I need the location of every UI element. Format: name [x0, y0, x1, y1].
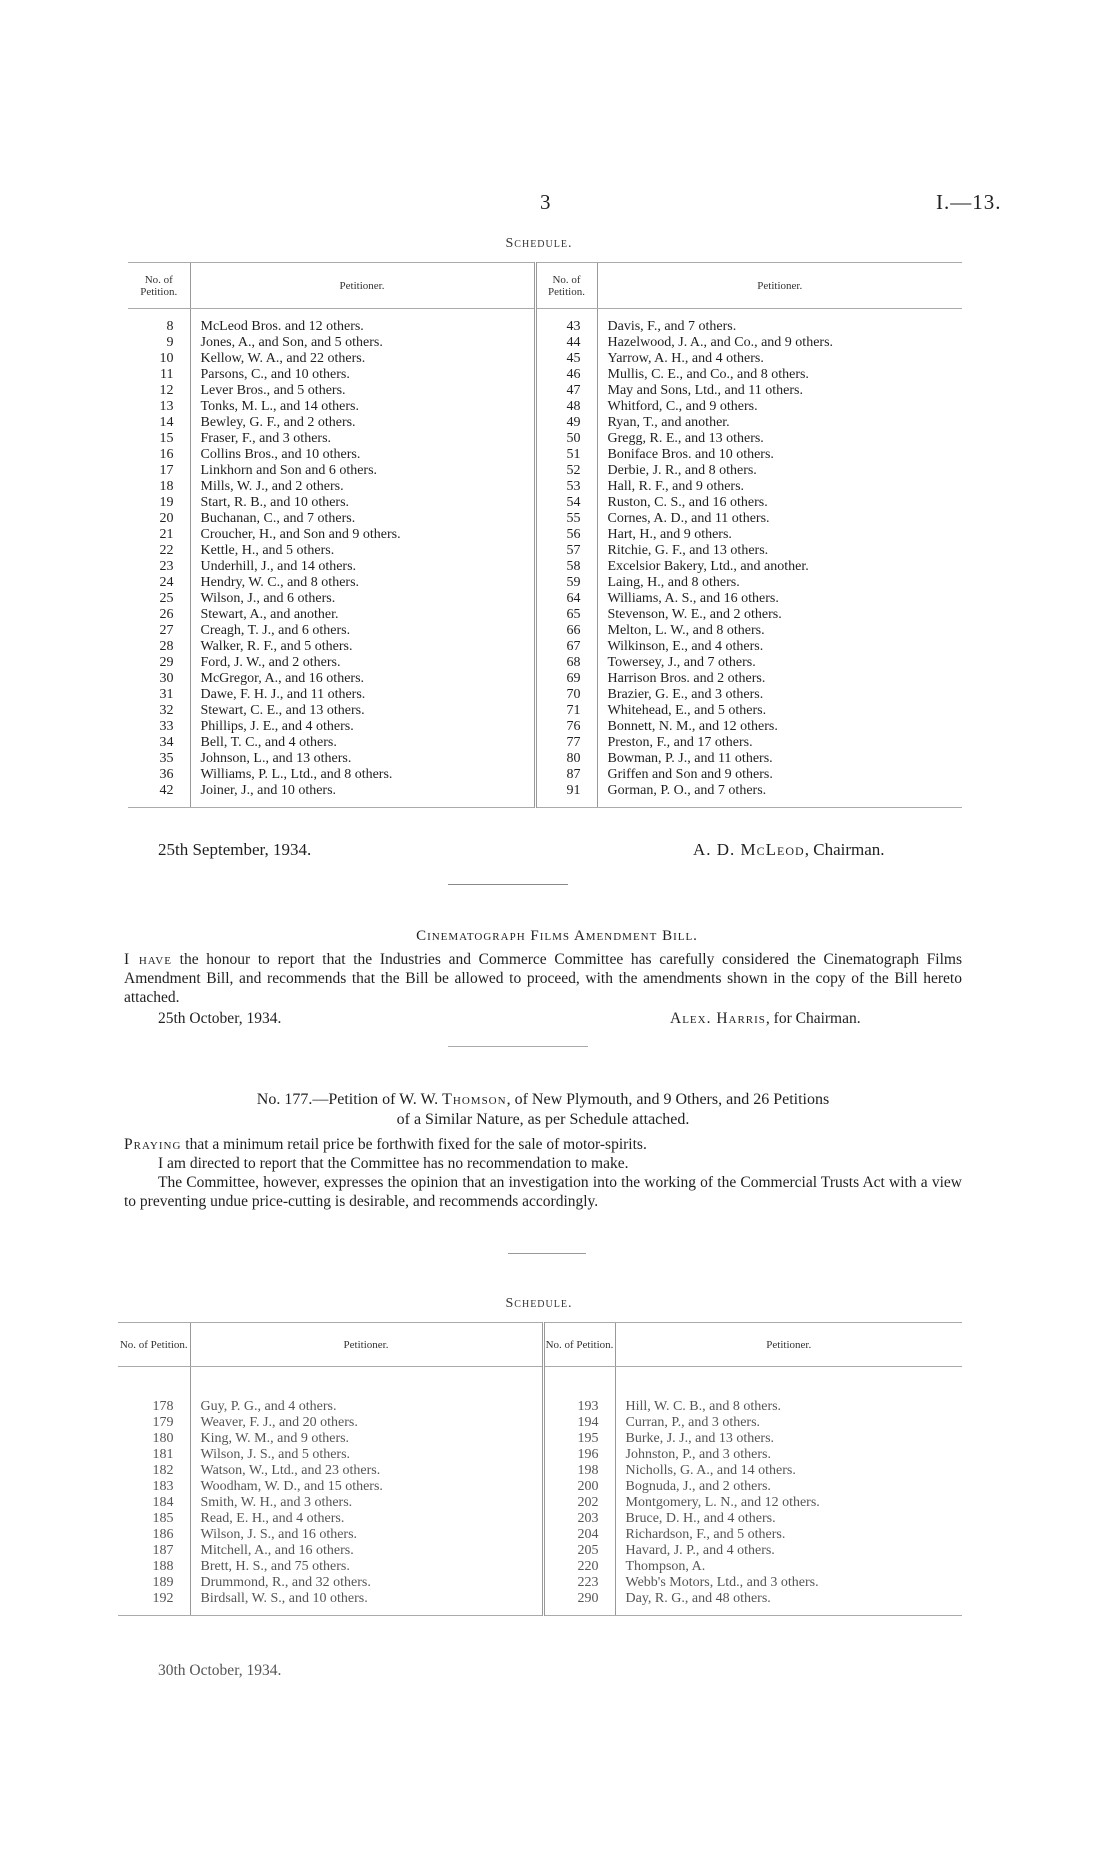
- petition-number: 9: [166, 335, 174, 350]
- petition-number: 186: [152, 1527, 174, 1542]
- schedule-1-rows: [128, 309, 962, 808]
- heading-line-2: of a Similar Nature, as per Schedule attached.: [396, 1111, 690, 1128]
- table-row: [118, 1431, 962, 1447]
- petition-number: 220: [543, 1559, 615, 1575]
- table-row: [128, 623, 962, 639]
- petition-number: 22: [159, 543, 174, 558]
- schedule-1-title: Schedule.: [505, 236, 573, 251]
- table-row: [118, 1495, 962, 1511]
- petitioner-name: Nicholls, G. A., and 14 others.: [615, 1463, 962, 1479]
- petitioner-name: McGregor, A., and 16 others.: [190, 671, 535, 687]
- petitioner-name: Excelsior Bakery, Ltd., and another.: [597, 559, 962, 575]
- schedule-2-col-petitioner: Petitioner.: [190, 1323, 543, 1367]
- petition-number: 290: [543, 1591, 615, 1616]
- petition-number: 64: [535, 591, 597, 607]
- petitioner-name: Linkhorn and Son and 6 others.: [190, 463, 535, 479]
- document-reference: I.—13.: [936, 190, 1002, 214]
- petition-177-para-3: The Committee, however, expresses the opinion that an investigation into the working of the Commercial Trusts Act with a view to preventing undue price-cutting is desirable, and recommends accordingly.: [124, 1174, 962, 1210]
- table-row: [118, 1559, 962, 1575]
- petitioner-name: Buchanan, C., and 7 others.: [190, 511, 535, 527]
- petition-number: 76: [535, 719, 597, 735]
- chairman-name: A. D. McLeod: [693, 840, 805, 859]
- table-row: [128, 687, 962, 703]
- petition-number: 68: [535, 655, 597, 671]
- petitioner-name: Lever Bros., and 5 others.: [190, 383, 535, 399]
- petition-number: 33: [159, 719, 174, 734]
- petitioner-name: Gorman, P. O., and 7 others.: [597, 783, 962, 808]
- petitioner-name: Harrison Bros. and 2 others.: [597, 671, 962, 687]
- schedule-2-col-no: No. of Petition.: [118, 1323, 190, 1367]
- heading-petitioner-name: Thomson: [442, 1091, 507, 1108]
- petitioner-name: Burke, J. J., and 13 others.: [615, 1431, 962, 1447]
- petitioner-name: Bowman, P. J., and 11 others.: [597, 751, 962, 767]
- petitioner-name: Dawe, F. H. J., and 11 others.: [190, 687, 535, 703]
- petition-number: 27: [159, 623, 174, 638]
- petitioner-name: Kellow, W. A., and 22 others.: [190, 351, 535, 367]
- table-row: [128, 559, 962, 575]
- petition-number: 80: [535, 751, 597, 767]
- petition-number: 8: [166, 319, 174, 334]
- petition-number: 194: [543, 1415, 615, 1431]
- petition-number: 57: [535, 543, 597, 559]
- heading-part-1: No. 177.—Petition of W. W.: [256, 1091, 443, 1108]
- petition-number: 200: [543, 1479, 615, 1495]
- petitioner-name: Bonnett, N. M., and 12 others.: [597, 719, 962, 735]
- petition-number: 67: [535, 639, 597, 655]
- petitioner-name: Bell, T. C., and 4 others.: [190, 735, 535, 751]
- petition-number: 71: [535, 703, 597, 719]
- table-row: [128, 655, 962, 671]
- petition-number: 56: [535, 527, 597, 543]
- petitioner-name: Stewart, C. E., and 13 others.: [190, 703, 535, 719]
- petition-number: 205: [543, 1543, 615, 1559]
- petitioner-name: Laing, H., and 8 others.: [597, 575, 962, 591]
- cinema-signer: Alex. Harris: [670, 1010, 766, 1027]
- petitioner-name: Havard, J. P., and 4 others.: [615, 1543, 962, 1559]
- table-row: [118, 1399, 962, 1415]
- petitioner-name: Webb's Motors, Ltd., and 3 others.: [615, 1575, 962, 1591]
- petition-number: 87: [535, 767, 597, 783]
- petition-number: 54: [535, 495, 597, 511]
- petition-number: 196: [543, 1447, 615, 1463]
- petitioner-name: Whitehead, E., and 5 others.: [597, 703, 962, 719]
- schedule-1-date: 25th September, 1934.: [158, 840, 312, 859]
- petitioner-name: Joiner, J., and 10 others.: [190, 783, 535, 808]
- cinema-lead: I have: [124, 951, 172, 968]
- petition-number: 193: [543, 1399, 615, 1415]
- petitioner-name: Wilson, J., and 6 others.: [190, 591, 535, 607]
- petition-number: 91: [535, 783, 597, 808]
- table-row: [128, 543, 962, 559]
- table-row: [118, 1479, 962, 1495]
- petition-number: 21: [159, 527, 174, 542]
- page-number: 3: [540, 190, 551, 214]
- petitioner-name: Croucher, H., and Son and 9 others.: [190, 527, 535, 543]
- petitioner-name: Bewley, G. F., and 2 others.: [190, 415, 535, 431]
- petitioner-name: Day, R. G., and 48 others.: [615, 1591, 962, 1616]
- petitioner-name: Bognuda, J., and 2 others.: [615, 1479, 962, 1495]
- petition-177-praying: [124, 1135, 962, 1154]
- table-row: [118, 1511, 962, 1527]
- table-row: [118, 1543, 962, 1559]
- petitioner-name: Ryan, T., and another.: [597, 415, 962, 431]
- petitioner-name: Boniface Bros. and 10 others.: [597, 447, 962, 463]
- petitioner-name: Ruston, C. S., and 16 others.: [597, 495, 962, 511]
- table-row: [118, 1447, 962, 1463]
- petitioner-name: Jones, A., and Son, and 5 others.: [190, 335, 535, 351]
- petitioner-name: Mitchell, A., and 16 others.: [190, 1543, 543, 1559]
- petitioner-name: Creagh, T. J., and 6 others.: [190, 623, 535, 639]
- petitioner-name: Underhill, J., and 14 others.: [190, 559, 535, 575]
- petition-number: 51: [535, 447, 597, 463]
- petitioner-name: Tonks, M. L., and 14 others.: [190, 399, 535, 415]
- petitioner-name: Davis, F., and 7 others.: [597, 319, 962, 335]
- petitioner-name: Wilkinson, E., and 4 others.: [597, 639, 962, 655]
- petition-number: 47: [535, 383, 597, 399]
- petition-177-para-2: I am directed to report that the Committee has no recommendation to make.: [158, 1155, 629, 1172]
- table-row: [128, 671, 962, 687]
- petition-number: 25: [159, 591, 174, 606]
- table-row: [128, 735, 962, 751]
- table-row: [128, 639, 962, 655]
- petitioner-name: Hendry, W. C., and 8 others.: [190, 575, 535, 591]
- table-row: [128, 511, 962, 527]
- petition-number: 32: [159, 703, 174, 718]
- petitioner-name: Kettle, H., and 5 others.: [190, 543, 535, 559]
- petitioner-name: Smith, W. H., and 3 others.: [190, 1495, 543, 1511]
- petitioner-name: Johnston, P., and 3 others.: [615, 1447, 962, 1463]
- schedule-1-col-petitioner: Petitioner.: [190, 263, 535, 309]
- petition-number: 19: [159, 495, 174, 510]
- petitioner-name: King, W. M., and 9 others.: [190, 1431, 543, 1447]
- petition-number: 13: [159, 399, 174, 414]
- cinema-body: the honour to report that the Industries and Commerce Committee has carefully considered the Cinematograph Films Amendment Bill, and recommends that the Bill be allowed to proceed, with the amendments shown in the copy of the Bill hereto attached.: [124, 951, 962, 1006]
- petition-number: 181: [152, 1447, 174, 1462]
- petition-number: 31: [159, 687, 174, 702]
- petition-number: 16: [159, 447, 174, 462]
- petition-number: 192: [118, 1591, 190, 1616]
- schedule-1-table: [128, 262, 962, 808]
- table-row: [128, 447, 962, 463]
- petitioner-name: Towersey, J., and 7 others.: [597, 655, 962, 671]
- petition-number: 10: [159, 351, 174, 366]
- table-row: [118, 1415, 962, 1431]
- petitioner-name: Hall, R. F., and 9 others.: [597, 479, 962, 495]
- petition-number: 189: [152, 1575, 174, 1590]
- petition-number: 202: [543, 1495, 615, 1511]
- petition-177-heading: [124, 1090, 962, 1130]
- petitioner-name: Williams, P. L., Ltd., and 8 others.: [190, 767, 535, 783]
- petition-number: 59: [535, 575, 597, 591]
- petition-number: 66: [535, 623, 597, 639]
- petition-number: 184: [152, 1495, 174, 1510]
- petitioner-name: Bruce, D. H., and 4 others.: [615, 1511, 962, 1527]
- petitioner-name: Mills, W. J., and 2 others.: [190, 479, 535, 495]
- table-row: [128, 383, 962, 399]
- petition-number: 77: [535, 735, 597, 751]
- petition-number: 182: [152, 1463, 174, 1478]
- petitioner-name: Walker, R. F., and 5 others.: [190, 639, 535, 655]
- petition-number: 183: [152, 1479, 174, 1494]
- section-divider: [448, 884, 568, 885]
- petition-number: 36: [159, 767, 174, 782]
- cinema-signature: [670, 1010, 861, 1028]
- table-row: [128, 335, 962, 351]
- petition-number: 58: [535, 559, 597, 575]
- petition-number: 43: [535, 319, 597, 335]
- petition-number: 203: [543, 1511, 615, 1527]
- table-row: [128, 751, 962, 767]
- petitioner-name: Weaver, F. J., and 20 others.: [190, 1415, 543, 1431]
- petitioner-name: Hart, H., and 9 others.: [597, 527, 962, 543]
- petitioner-name: Wilson, J. S., and 5 others.: [190, 1447, 543, 1463]
- petitioner-name: Brett, H. S., and 75 others.: [190, 1559, 543, 1575]
- petition-number: 11: [160, 367, 174, 382]
- petition-number: 44: [535, 335, 597, 351]
- petitioner-name: Read, E. H., and 4 others.: [190, 1511, 543, 1527]
- petitioner-name: Cornes, A. D., and 11 others.: [597, 511, 962, 527]
- petitioner-name: Watson, W., Ltd., and 23 others.: [190, 1463, 543, 1479]
- petitioner-name: Melton, L. W., and 8 others.: [597, 623, 962, 639]
- table-row: [128, 351, 962, 367]
- chairman-role: , Chairman.: [804, 840, 885, 859]
- table-row: [128, 527, 962, 543]
- petition-number: 48: [535, 399, 597, 415]
- petitioner-name: Yarrow, A. H., and 4 others.: [597, 351, 962, 367]
- petition-number: 187: [152, 1543, 174, 1558]
- petitioner-name: Parsons, C., and 10 others.: [190, 367, 535, 383]
- table-row: [128, 719, 962, 735]
- petition-number: 26: [159, 607, 174, 622]
- petition-number: 198: [543, 1463, 615, 1479]
- petition-number: 14: [159, 415, 174, 430]
- table-row: [118, 1591, 962, 1616]
- table-row: [128, 367, 962, 383]
- table-row: [128, 399, 962, 415]
- petition-number: 24: [159, 575, 174, 590]
- petitioner-name: Montgomery, L. N., and 12 others.: [615, 1495, 962, 1511]
- petitioner-name: Johnson, L., and 13 others.: [190, 751, 535, 767]
- schedule-2-date: 30th October, 1934.: [158, 1662, 282, 1679]
- petitioner-name: Woodham, W. D., and 15 others.: [190, 1479, 543, 1495]
- schedule-1-signature: [693, 840, 885, 860]
- petition-number: 223: [543, 1575, 615, 1591]
- petitioner-name: Griffen and Son and 9 others.: [597, 767, 962, 783]
- schedule-2-col-petitioner-2: Petitioner.: [615, 1323, 962, 1367]
- petition-number: 65: [535, 607, 597, 623]
- petitioner-name: Phillips, J. E., and 4 others.: [190, 719, 535, 735]
- table-row: [128, 319, 962, 335]
- table-row: [128, 479, 962, 495]
- petitioner-name: Birdsall, W. S., and 10 others.: [190, 1591, 543, 1616]
- table-row: [128, 431, 962, 447]
- petition-number: 46: [535, 367, 597, 383]
- table-row: [128, 463, 962, 479]
- petitioner-name: Williams, A. S., and 16 others.: [597, 591, 962, 607]
- petitioner-name: Brazier, G. E., and 3 others.: [597, 687, 962, 703]
- petitioner-name: Richardson, F., and 5 others.: [615, 1527, 962, 1543]
- petition-number: 52: [535, 463, 597, 479]
- table-row: [128, 767, 962, 783]
- petition-number: 185: [152, 1511, 174, 1526]
- petition-number: 29: [159, 655, 174, 670]
- petition-number: 28: [159, 639, 174, 654]
- petitioner-name: Drummond, R., and 32 others.: [190, 1575, 543, 1591]
- table-row: [128, 703, 962, 719]
- table-row: [128, 575, 962, 591]
- petition-number: 188: [152, 1559, 174, 1574]
- table-row: [128, 495, 962, 511]
- schedule-2-table: [118, 1322, 962, 1616]
- petition-number: 30: [159, 671, 174, 686]
- petition-number: 45: [535, 351, 597, 367]
- petitioner-name: Ford, J. W., and 2 others.: [190, 655, 535, 671]
- cinema-date: 25th October, 1934.: [158, 1010, 282, 1027]
- petition-number: 42: [128, 783, 190, 808]
- praying-lead: Praying: [124, 1136, 182, 1153]
- table-row: [118, 1575, 962, 1591]
- petitioner-name: Wilson, J. S., and 16 others.: [190, 1527, 543, 1543]
- table-row: [128, 415, 962, 431]
- petitioner-name: Stewart, A., and another.: [190, 607, 535, 623]
- petitioner-name: Whitford, C., and 9 others.: [597, 399, 962, 415]
- petitioner-name: Hazelwood, J. A., and Co., and 9 others.: [597, 335, 962, 351]
- petition-number: 35: [159, 751, 174, 766]
- petition-number: 17: [159, 463, 174, 478]
- cinema-bill-title: Cinematograph Films Amendment Bill.: [416, 928, 698, 944]
- petitioner-name: Ritchie, G. F., and 13 others.: [597, 543, 962, 559]
- petitioner-name: McLeod Bros. and 12 others.: [190, 319, 535, 335]
- petition-number: 53: [535, 479, 597, 495]
- petitioner-name: Hill, W. C. B., and 8 others.: [615, 1399, 962, 1415]
- petitioner-name: Curran, P., and 3 others.: [615, 1415, 962, 1431]
- petition-number: 18: [159, 479, 174, 494]
- petition-number: 12: [159, 383, 174, 398]
- petition-number: 20: [159, 511, 174, 526]
- table-row: [128, 591, 962, 607]
- petition-number: 195: [543, 1431, 615, 1447]
- petition-number: 69: [535, 671, 597, 687]
- petition-number: 23: [159, 559, 174, 574]
- schedule-1-col-petitioner-2: Petitioner.: [597, 263, 962, 309]
- petitioner-name: Collins Bros., and 10 others.: [190, 447, 535, 463]
- schedule-2-rows: [118, 1367, 962, 1616]
- cinema-bill-paragraph: [124, 950, 962, 1007]
- table-row: [128, 783, 962, 808]
- schedule-2-col-no-2: No. of Petition.: [543, 1323, 615, 1367]
- section-divider-2: [448, 1046, 588, 1047]
- cinema-signer-role: , for Chairman.: [765, 1010, 861, 1027]
- petitioner-name: Guy, P. G., and 4 others.: [190, 1399, 543, 1415]
- section-divider-3: [508, 1253, 586, 1254]
- petition-number: 15: [159, 431, 174, 446]
- petition-number: 55: [535, 511, 597, 527]
- petition-number: 178: [152, 1399, 174, 1414]
- petitioner-name: Start, R. B., and 10 others.: [190, 495, 535, 511]
- schedule-2-title: Schedule.: [505, 1296, 573, 1311]
- petitioner-name: Derbie, J. R., and 8 others.: [597, 463, 962, 479]
- petitioner-name: Gregg, R. E., and 13 others.: [597, 431, 962, 447]
- schedule-1-col-no: No. of Petition.: [128, 263, 190, 309]
- petition-number: 49: [535, 415, 597, 431]
- schedule-1-col-no-2: No. of Petition.: [535, 263, 597, 309]
- petitioner-name: Preston, F., and 17 others.: [597, 735, 962, 751]
- petitioner-name: Thompson, A.: [615, 1559, 962, 1575]
- petition-number: 34: [159, 735, 174, 750]
- petition-number: 179: [152, 1415, 174, 1430]
- heading-part-2: , of New Plymouth, and 9 Others, and 26 Petitions: [506, 1091, 830, 1108]
- petition-number: 204: [543, 1527, 615, 1543]
- petition-number: 50: [535, 431, 597, 447]
- petitioner-name: Stevenson, W. E., and 2 others.: [597, 607, 962, 623]
- petitioner-name: Mullis, C. E., and Co., and 8 others.: [597, 367, 962, 383]
- petitioner-name: May and Sons, Ltd., and 11 others.: [597, 383, 962, 399]
- table-row: [118, 1463, 962, 1479]
- petition-number: 70: [535, 687, 597, 703]
- table-row: [118, 1527, 962, 1543]
- table-row: [128, 607, 962, 623]
- petition-number: 180: [152, 1431, 174, 1446]
- petitioner-name: Fraser, F., and 3 others.: [190, 431, 535, 447]
- praying-body: that a minimum retail price be forthwith fixed for the sale of motor-spirits.: [181, 1136, 647, 1153]
